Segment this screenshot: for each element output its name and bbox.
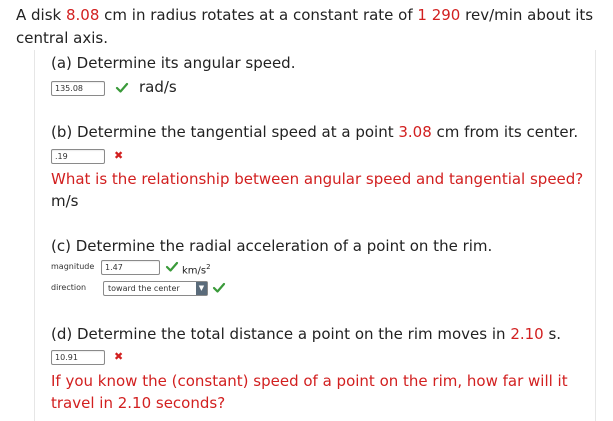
part-d-time: 2.10 <box>510 325 544 343</box>
part-b-distance: 3.08 <box>398 123 432 141</box>
check-icon <box>115 82 129 94</box>
part-d-question <box>51 323 561 345</box>
problem-text-3: rev/min about its central axis. <box>16 6 594 47</box>
cross-icon: ✖ <box>114 149 124 162</box>
part-b-question <box>51 121 578 143</box>
magnitude-field[interactable]: 1.47 <box>101 260 160 275</box>
radius-value: 8.08 <box>66 6 100 24</box>
part-c-question: (c) Determine the radial acceleration of a point on the rim. <box>51 237 493 255</box>
part-b-text-2: cm from its center. <box>431 123 579 141</box>
cross-icon: ✖ <box>114 350 124 363</box>
direction-select-value: toward the center <box>108 284 180 293</box>
part-a-question: (a) Determine its angular speed. <box>51 54 296 72</box>
parts-panel <box>34 50 596 421</box>
direction-label: direction <box>51 283 87 292</box>
part-a-unit: rad/s <box>139 78 177 96</box>
part-b-unit: m/s <box>51 192 79 210</box>
part-d-text-1: (d) Determine the total distance a point on the rim moves in <box>51 325 511 343</box>
magnitude-unit-text: km/s <box>182 265 207 277</box>
chevron-down-icon[interactable]: ▼ <box>196 282 207 295</box>
part-d-answer-field[interactable]: 10.91 <box>51 350 105 365</box>
rate-value: 1 290 <box>417 6 461 24</box>
part-b-answer-field[interactable]: .19 <box>51 149 105 164</box>
part-d-hint: If you know the (constant) speed of a point on the rim, how far will it travel in 2.10 seconds? <box>51 372 568 412</box>
magnitude-label: magnitude <box>51 262 95 271</box>
part-b-text-1: (b) Determine the tangential speed at a point <box>51 123 399 141</box>
part-a-answer-field[interactable]: 135.08 <box>51 81 105 96</box>
problem-statement <box>16 4 601 50</box>
part-b-hint: What is the relationship between angular speed and tangential speed? <box>51 170 584 188</box>
problem-text-2: cm in radius rotates at a constant rate of <box>99 6 418 24</box>
check-icon <box>165 261 179 273</box>
problem-text-1: A disk <box>16 6 66 24</box>
part-d-text-2: s. <box>543 325 562 343</box>
magnitude-unit <box>182 260 211 278</box>
magnitude-unit-sup: 2 <box>206 263 211 271</box>
check-icon <box>212 282 226 294</box>
direction-select[interactable] <box>103 281 208 296</box>
